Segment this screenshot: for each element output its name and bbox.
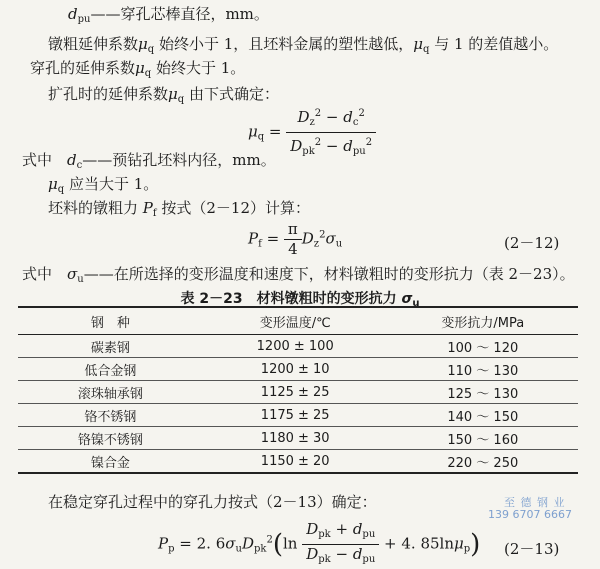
cell-resistance: 100 ～ 120 xyxy=(447,340,519,356)
deformation-resistance-table xyxy=(18,306,578,474)
cell-resistance: 110 ～ 130 xyxy=(447,363,519,379)
equation-number-2-12: (2－12) xyxy=(504,234,560,252)
header-temperature: 变形温度/℃ xyxy=(259,315,331,331)
cell-temperature: 1200 ± 100 xyxy=(256,338,334,354)
text-line-7: 坯料的镦粗力 $P_f$ 按式（2－12）计算： xyxy=(48,199,311,219)
cell-resistance: 150 ～ 160 xyxy=(447,432,519,448)
cell-steel-type: 镍合金 xyxy=(90,455,130,471)
text-line-9: 在稳定穿孔过程中的穿孔力按式（2－13）确定： xyxy=(48,493,377,511)
cell-resistance: 140 ～ 150 xyxy=(447,409,519,425)
cell-steel-type: 滚珠轴承钢 xyxy=(77,386,143,402)
table-row xyxy=(18,404,578,427)
cell-temperature: 1200 ± 10 xyxy=(260,361,330,377)
cell-steel-type: 铬不锈钢 xyxy=(84,409,137,425)
text-line-8: 式中 $\sigma_u——$在所选择的变形温度和速度下，材料镦粗时的变形抗力（表 2－23）。 xyxy=(22,265,575,285)
table-row xyxy=(18,335,578,358)
table-caption: 表 2－23 材料镦粗时的变形抗力 $\sigma_u$ xyxy=(180,291,420,309)
formula-mu-q: $\mu_q$ = $\frac{D_z^2 - d_c^2}{D_{pk}^2 - d_{pu}^2}$ xyxy=(248,104,376,161)
text-line-4: 扩孔时的延伸系数$\mu_q$ 由下式确定： xyxy=(48,85,279,105)
cell-resistance: 220 ～ 250 xyxy=(447,455,519,471)
cell-temperature: 1180 ± 30 xyxy=(260,430,330,446)
cell-steel-type: 铬镍不锈钢 xyxy=(77,432,143,448)
text-line-1: $d_{pu}——$穿孔芯棒直径，mm。 xyxy=(68,5,269,25)
header-resistance: 变形抗力/MPa xyxy=(441,315,525,331)
table-row xyxy=(18,427,578,450)
table-header-row xyxy=(18,307,578,335)
cell-temperature: 1150 ± 20 xyxy=(260,453,330,469)
table-row xyxy=(18,358,578,381)
cell-temperature: 1175 ± 25 xyxy=(260,407,330,423)
cell-resistance: 125 ～ 130 xyxy=(447,386,519,402)
watermark-company: 至 德 钢 业 xyxy=(504,496,566,509)
text-line-6: $\mu_q$ 应当大于 1。 xyxy=(48,175,159,195)
header-steel-type: 钢 种 xyxy=(90,315,130,331)
text-line-5: 式中 $d_c——$预钻孔坯料内径，mm。 xyxy=(22,151,276,171)
cell-steel-type: 碳素钢 xyxy=(90,340,130,356)
text-line-3: 穿孔的延伸系数$\mu_q$ 始终大于 1。 xyxy=(30,59,246,79)
text-line-2: 镦粗延伸系数$\mu_q$ 始终小于 1，且坯料金属的塑性越低，$\mu_q$ 与 1 的差值越小。 xyxy=(48,35,559,55)
formula-p-p: $P_p = 2$. $6\sigma_uD_{pk}^2(\ln$ $\frac{D_{pk} + d_{pu}}{D_{pk} - d_{pu}}$ + 4. 85lnμ$_p$) xyxy=(158,520,481,565)
table-row xyxy=(18,381,578,404)
cell-temperature: 1125 ± 25 xyxy=(260,384,330,400)
watermark-phone: 139 6707 6667 xyxy=(488,508,572,521)
table-row xyxy=(18,450,578,474)
cell-steel-type: 低合金钢 xyxy=(84,363,137,379)
equation-number-2-13: (2－13) xyxy=(504,540,560,558)
formula-p-f: $P_f$ = $\frac{\pi}{4}$ $D_z^2\sigma_u$ xyxy=(248,220,343,258)
